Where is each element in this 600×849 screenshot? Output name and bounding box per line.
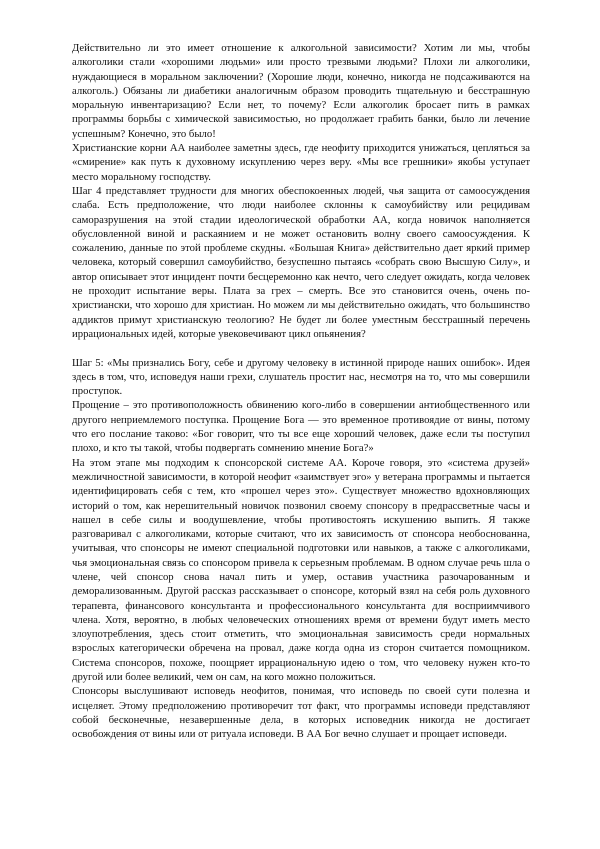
paragraph-christian-roots: Христианские корни АА наиболее заметны здесь, где неофиту приходится унижаться, цепляться за «смирение» как путь к духовному искуплению через веру. «Мы все грешники» якобы уступает место моральному господству. [72,142,530,183]
paragraph-forgiveness: Прощение – это противоположность обвинению кого-либо в совершении антиобщественного или другого неприемлемого поступка. Прощение Бога — это временное противоядие от вины, потому что его послание таково: «Бог говорит, что ты все еще хороший человек, даже если ты поступил плохо, и кто ты такой, чтобы подвергать сомнению мнение Бога?» [72,399,530,455]
paragraph-confession: Спонсоры выслушивают исповедь неофитов, понимая, что исповедь по своей сути полезна и исцеляет. Этому предположению противоречит тот факт, что программы исповеди представляют собой бесконечные, незавершенные дела, в которых исповедник никогда не достигает освобождения от вины или от ритуала исповеди. В АА Бог вечно слушает и прощает исповеди. [72,685,530,741]
document-page [72,41,530,742]
paragraph-alcoholism-questions: Действительно ли это имеет отношение к алкогольной зависимости? Хотим ли мы, чтобы алкоголики стали «хорошими людьми» или просто трезвыми людьми? Плохи ли алкоголики, нуждающиеся в моральном заключении? (Хорошие люди, конечно, никогда не подсаживаются на алкоголь.) Обязаны ли диабетики аналогичным образом проводить тщательную и бесстрашную моральную инвентаризацию? Если нет, то почему? Если алкоголик бросает пить в рамках программы борьбы с химической зависимостью, но продолжает грабить банки, было ли лечение успешным? Конечно, это было! [72,42,530,140]
paragraph-gap [72,341,530,355]
paragraph-step-5: Шаг 5: «Мы признались Богу, себе и другому человеку в истинной природе наших ошибок». Идея здесь в том, что, исповедуя наши грехи, слушатель простит нас, несмотря на то, что мы совершили проступок. [72,356,530,398]
paragraph-sponsor-system: На этом этапе мы подходим к спонсорской системе АА. Короче говоря, это «система друзей» межличностной зависимости, в которой неофит «заимствует эго» у ветерана программы и пытается идентифицировать себя с тем, кто «прошел через это». Существует множество вдохновляющих историй о том, как нерешительный новичок позвонил своему спонсору в предрассветные часы и нашел в себе силы и воодушевление, чтобы противостоять искушению выпить. Я также разговаривал с алкоголиками, которые считают, что их зависимость от спонсора необоснованна, учитывая, что спонсоры не имеют специальной подготовки или навыков, а также с алкоголиками, чья эмоциональная связь со спонсором привела к серьезным проблемам. В одном случае речь шла о члене, чей спонсор снова начал пить и умер, оставив участника разочарованным и деморализованным. Другой рассказ рассказывает о спонсоре, который взял на себя роль духовного терапевта, финансового консультанта и профессионального консультанта для восприимчивого члена. Хотя, вероятно, в любых человеческих отношениях время от времени будут иметь место злоупотребления, здесь стоит отметить, что эмоциональная зависимость среди нормальных взрослых категорически обречена на провал, даже когда одна из сторон считается помощником. Система спонсоров, похоже, поощряет иррациональную идею о том, что человеку нужен кто-то другой или более великий, чем он сам, на кого можно положиться. [72,456,530,684]
paragraph-step-4: Шаг 4 представляет трудности для многих обеспокоенных людей, чья защита от самоосуждения слаба. Есть предположение, что люди наиболее склонны к самоубийству или рецидивам саморазрушения на этой стадии идеологической обработки АА, когда новичок наполняется обусловленной виной и раскаянием и не может остановить волну своего самоосуждения. К сожалению, данные по этой проблеме скудны. «Большая Книга» действительно дает яркий пример человека, который совершил самоубийство, безуспешно пытаясь «собрать свою Высшую Силу», и автор описывает этот инцидент почти бесцеремонно как нечто, чего следует ожидать, когда человек не проходит испытание веры. Плата за грех – смерть. Все это становится очень, очень по-христиански, что хорошо для христиан. Но можем ли мы действительно ожидать, что большинство аддиктов примут христианскую теологию? Не будет ли более уместным бесстрашный перечень иррациональных идей, которые увековечивают цикл опьянения? [72,184,530,340]
